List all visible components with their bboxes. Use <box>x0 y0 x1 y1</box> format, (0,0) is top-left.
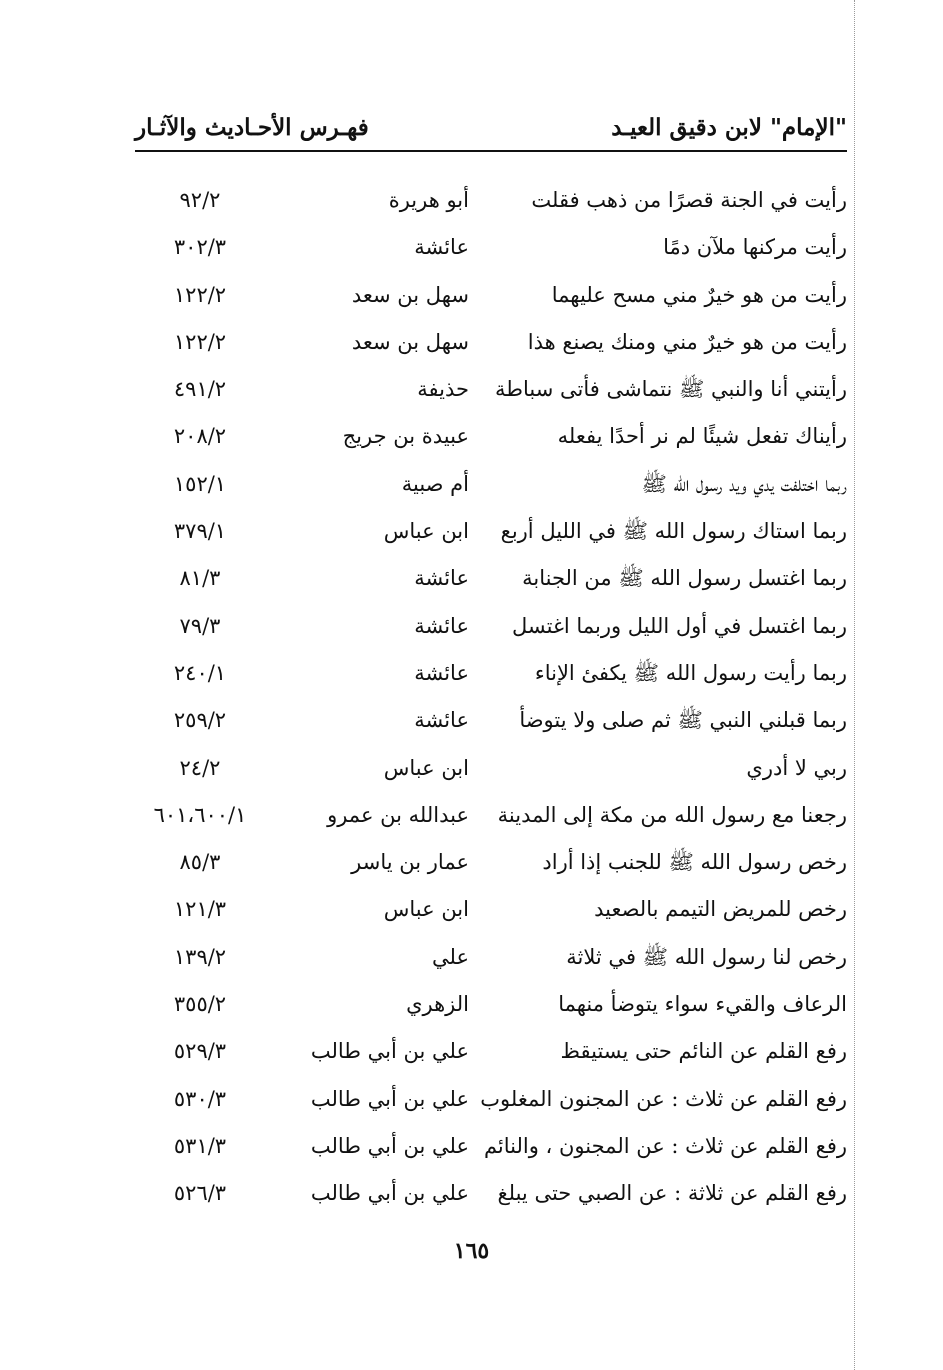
index-row <box>135 840 847 887</box>
index-row <box>135 746 847 793</box>
index-row <box>135 1171 847 1218</box>
volume-page-ref: ٢٤٠/١ <box>173 660 227 685</box>
hadith-text: رفع القلم عن ثلاث : عن المجنون المغلوب <box>480 1086 847 1111</box>
narrator: ابن عباس <box>383 755 469 780</box>
narrator: علي بن أبي طالب <box>310 1133 469 1158</box>
volume-page-ref: ٧٩/٣ <box>179 613 221 638</box>
hadith-text: رأيناك تفعل شيئًا لم نر أحدًا يفعله <box>557 424 847 449</box>
narrator: عبيدة بن جريج <box>342 424 469 449</box>
index-row <box>135 982 847 1029</box>
narrator: علي بن أبي طالب <box>310 1039 469 1064</box>
volume-page-ref: ٤٩١/٢ <box>173 377 227 402</box>
volume-page-ref: ٥٢٩/٣ <box>173 1039 227 1064</box>
hadith-index-list <box>135 178 847 1219</box>
running-header <box>135 112 847 152</box>
page-number: ١٦٥ <box>453 1238 490 1264</box>
narrator: أم صبية <box>401 471 469 496</box>
index-row <box>135 793 847 840</box>
narrator: حذيفة <box>417 377 469 402</box>
hadith-text: رأيت من هو خيرٌ مني ومنك يصنع هذا <box>527 329 847 354</box>
volume-page-ref: ٦٠١،٦٠٠/١ <box>153 802 247 827</box>
hadith-text: رأيت في الجنة قصرًا من ذهب فقلت <box>531 188 847 212</box>
narrator: الزهري <box>406 992 469 1017</box>
hadith-text: رأيت مركنها ملآن دمًا <box>663 235 847 260</box>
volume-page-ref: ١٢٢/٢ <box>173 282 227 307</box>
index-row <box>135 651 847 698</box>
volume-page-ref: ٢٥٩/٢ <box>173 708 227 733</box>
narrator: علي <box>432 944 469 969</box>
narrator: عائشة <box>414 566 469 591</box>
index-row <box>135 462 847 509</box>
index-row <box>135 698 847 745</box>
volume-page-ref: ١٣٩/٢ <box>173 944 227 969</box>
index-row <box>135 604 847 651</box>
hadith-text: رفع القلم عن ثلاث : عن المجنون ، والنائم <box>483 1133 847 1158</box>
narrator: علي بن أبي طالب <box>310 1086 469 1111</box>
volume-page-ref: ٩٢/٢ <box>179 188 221 212</box>
volume-page-ref: ٢٤/٢ <box>179 755 221 780</box>
volume-page-ref: ٣٠٢/٣ <box>173 235 227 260</box>
hadith-text: رجعنا مع رسول الله من مكة إلى المدينة <box>497 802 847 827</box>
page-edge-dots <box>854 0 855 1370</box>
index-row <box>135 1124 847 1171</box>
hadith-text: رأيت من هو خيرٌ مني مسح عليهما <box>551 282 847 307</box>
index-row <box>135 1077 847 1124</box>
volume-page-ref: ١٢١/٣ <box>173 897 227 922</box>
volume-page-ref: ٥٢٦/٣ <box>173 1181 227 1206</box>
volume-page-ref: ١٢٢/٢ <box>173 329 227 354</box>
hadith-text: ربما اغتسل في أول الليل وربما اغتسل <box>511 613 847 638</box>
volume-page-ref: ١٥٢/١ <box>173 471 227 496</box>
index-row <box>135 225 847 272</box>
narrator: سهل بن سعد <box>351 329 469 354</box>
index-row <box>135 935 847 982</box>
hadith-text: الرعاف والقيء سواء يتوضأ منهما <box>558 992 847 1017</box>
section-title: فهـرس الأحـاديث والآثـار <box>135 114 369 141</box>
index-row <box>135 414 847 461</box>
hadith-text: رخص رسول الله ﷺ للجنب إذا أراد <box>542 850 847 875</box>
hadith-text: ربما رأيت رسول الله ﷺ يكفئ الإناء <box>534 660 847 685</box>
volume-page-ref: ٣٧٩/١ <box>173 519 227 544</box>
hadith-text: رخص للمريض التيمم بالصعيد <box>594 897 847 922</box>
narrator: ابن عباس <box>383 897 469 922</box>
volume-page-ref: ٣٥٥/٢ <box>173 992 227 1017</box>
narrator: أبو هريرة <box>388 188 469 212</box>
index-row <box>135 509 847 556</box>
volume-page-ref: ٥٣١/٣ <box>173 1133 227 1158</box>
index-row <box>135 178 847 225</box>
narrator: عبدالله بن عمرو <box>327 802 469 827</box>
header-rule <box>135 150 847 152</box>
index-row <box>135 887 847 934</box>
index-row <box>135 273 847 320</box>
volume-page-ref: ٨١/٣ <box>179 566 221 591</box>
narrator: عمار بن ياسر <box>351 850 469 875</box>
narrator: عائشة <box>414 613 469 638</box>
hadith-text: ربما اغتسل رسول الله ﷺ من الجنابة <box>522 566 847 591</box>
index-row <box>135 556 847 603</box>
narrator: عائشة <box>414 660 469 685</box>
hadith-text: رأيتني أنا والنبي ﷺ نتماشى فأتى سباطة <box>495 377 847 402</box>
index-row <box>135 320 847 367</box>
volume-page-ref: ٨٥/٣ <box>179 850 221 875</box>
narrator: عائشة <box>414 708 469 733</box>
book-title: "الإمام" لابن دقيق العيـد <box>611 114 847 141</box>
hadith-text: ربما استاك رسول الله ﷺ في الليل أربع <box>500 519 847 544</box>
index-row <box>135 367 847 414</box>
hadith-text: رفع القلم عن النائم حتى يستيقظ <box>560 1039 847 1064</box>
hadith-text: رخص لنا رسول الله ﷺ في ثلاثة <box>566 944 847 969</box>
narrator: ابن عباس <box>383 519 469 544</box>
narrator: عائشة <box>414 235 469 260</box>
hadith-text: ربما قبلني النبي ﷺ ثم صلى ولا يتوضأ <box>519 708 847 733</box>
hadith-text: ربما اختلفت يدي ويد رسول الله ﷺ <box>641 471 847 496</box>
hadith-text: ربي لا أدري <box>746 755 847 780</box>
volume-page-ref: ٢٠٨/٢ <box>173 424 227 449</box>
volume-page-ref: ٥٣٠/٣ <box>173 1086 227 1111</box>
hadith-text: رفع القلم عن ثلاثة : عن الصبي حتى يبلغ <box>497 1181 847 1206</box>
narrator: علي بن أبي طالب <box>310 1181 469 1206</box>
index-row <box>135 1029 847 1076</box>
narrator: سهل بن سعد <box>351 282 469 307</box>
